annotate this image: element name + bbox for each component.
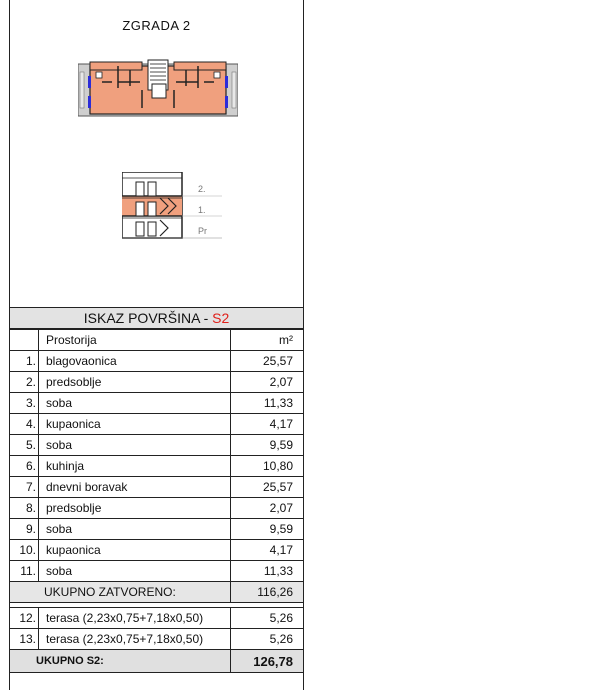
row-number: 1. [10,351,39,372]
table-row [10,498,303,519]
table-row [10,629,303,650]
row-number: 7. [10,477,39,498]
table-row [10,414,303,435]
area-sheet [9,0,304,690]
header-name: Prostorija [39,330,231,351]
area-table [10,329,303,681]
room-area: 9,59 [231,519,304,540]
row-number: 12. [10,608,39,629]
room-area: 4,17 [231,414,304,435]
table-row [10,393,303,414]
room-area: 11,33 [231,393,304,414]
room-name: kupaonica [39,540,231,561]
table-title-code: S2 [212,310,230,326]
row-number: 3. [10,393,39,414]
room-name: soba [39,435,231,456]
table-header-row [10,330,303,351]
row-number: 5. [10,435,39,456]
section-drawing [122,172,222,244]
table-row [10,456,303,477]
level-label-2: 2. [198,184,206,194]
room-name: predsoblje [39,372,231,393]
room-name: predsoblje [39,498,231,519]
room-name: dnevni boravak [39,477,231,498]
room-area: 25,57 [231,477,304,498]
room-area: 5,26 [231,608,304,629]
room-name: terasa (2,23x0,75+7,18x0,50) [39,629,231,650]
room-name: soba [39,519,231,540]
room-name: soba [39,561,231,582]
row-number: 8. [10,498,39,519]
table-row [10,519,303,540]
subtotal-row [10,582,303,603]
table-row [10,608,303,629]
room-name: soba [39,393,231,414]
row-number: 13. [10,629,39,650]
row-number: 4. [10,414,39,435]
room-area: 5,26 [231,629,304,650]
row-number: 6. [10,456,39,477]
room-area: 4,17 [231,540,304,561]
floor-plan-drawing [78,58,238,122]
room-name: blagovaonica [39,351,231,372]
row-number: 10. [10,540,39,561]
header-num-cell [10,330,39,351]
room-name: kuhinja [39,456,231,477]
table-row [10,351,303,372]
row-number: 11. [10,561,39,582]
building-title: ZGRADA 2 [122,18,191,33]
room-area: 2,07 [231,372,304,393]
row-number: 2. [10,372,39,393]
header-unit: m² [231,330,304,351]
grand-total-row [10,650,303,673]
table-row [10,540,303,561]
row-number: 9. [10,519,39,540]
table-row [10,561,303,582]
grand-total-area: 126,78 [231,650,304,673]
room-area: 9,59 [231,435,304,456]
table-row [10,372,303,393]
room-name: kupaonica [39,414,231,435]
subtotal-area: 116,26 [231,582,304,603]
table-row [10,435,303,456]
room-area: 25,57 [231,351,304,372]
bottom-spacer-cell [10,673,303,682]
room-area: 11,33 [231,561,304,582]
level-label-ground: Pr [198,226,207,236]
level-label-1: 1. [198,205,206,215]
subtotal-label: UKUPNO ZATVORENO: [10,582,231,603]
room-area: 2,07 [231,498,304,519]
room-name: terasa (2,23x0,75+7,18x0,50) [39,608,231,629]
grand-total-label: UKUPNO S2: [10,650,231,673]
table-row [10,477,303,498]
room-area: 10,80 [231,456,304,477]
table-title [10,308,303,329]
drawing-area [10,0,303,308]
table-bottom-rule [10,673,303,682]
table-title-text: ISKAZ POVRŠINA - [83,310,213,326]
